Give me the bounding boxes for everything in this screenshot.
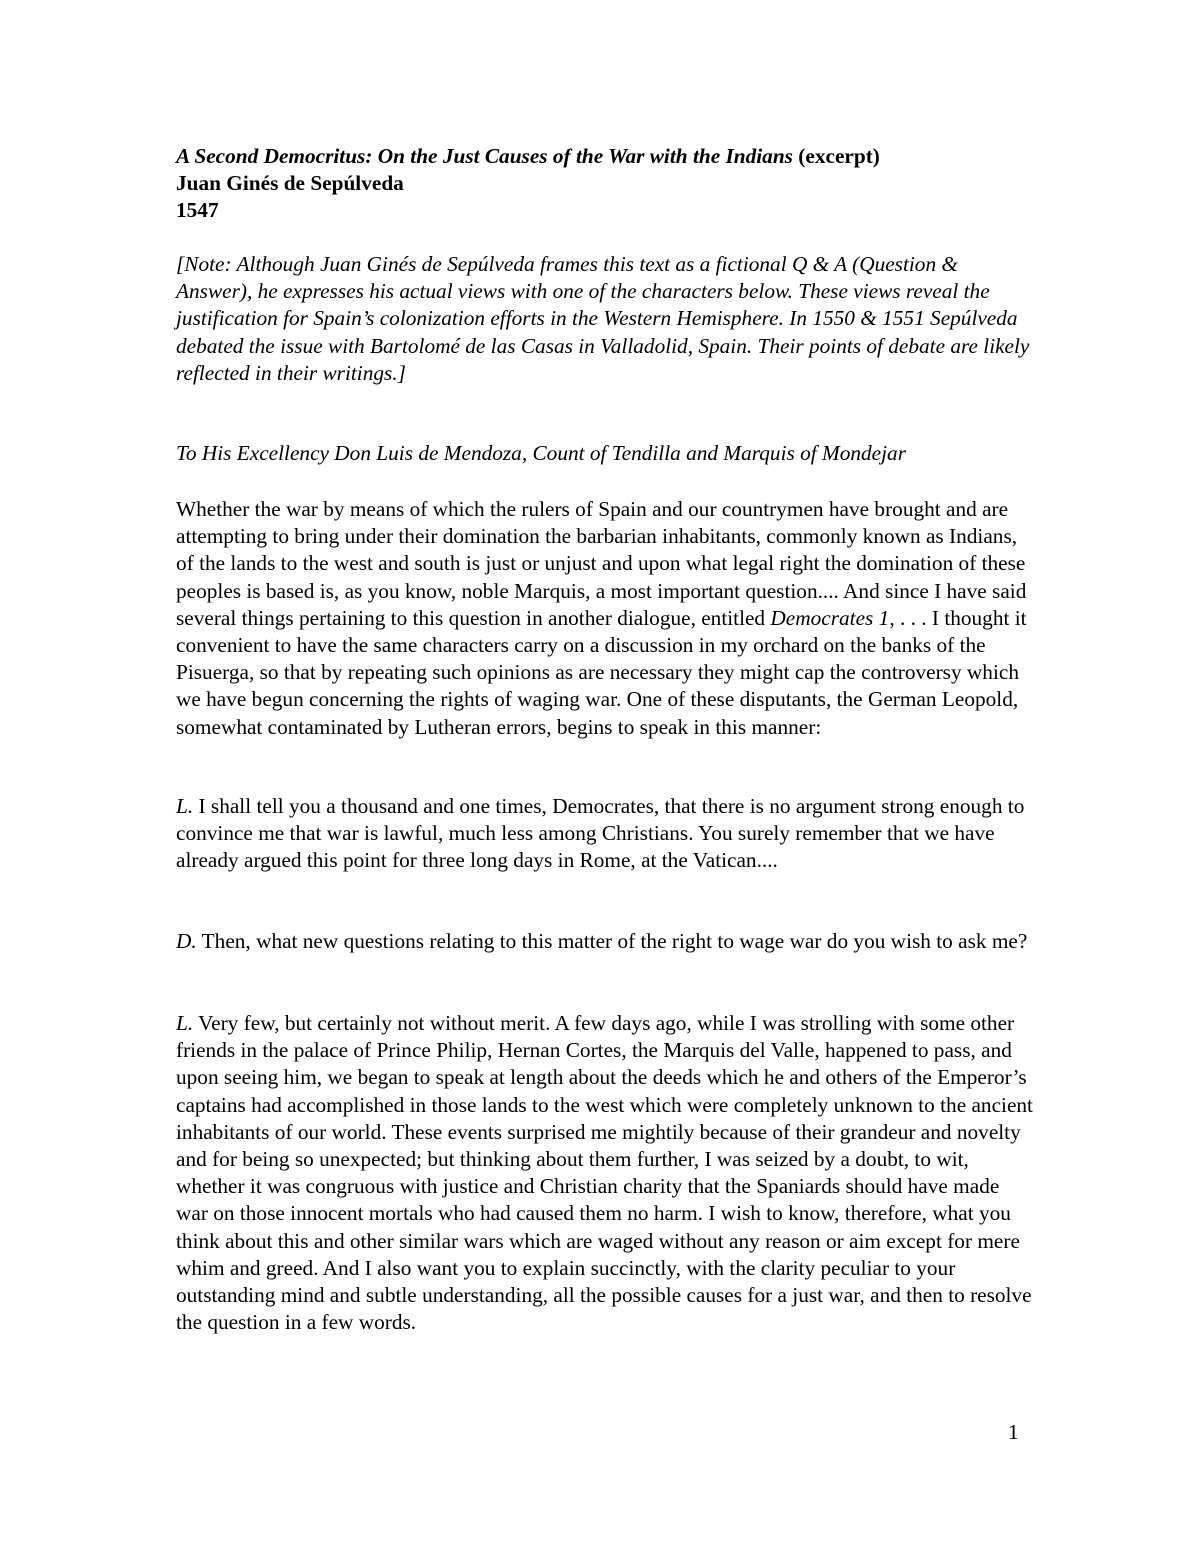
- dialogue-text: I shall tell you a thousand and one times, Democrates, that there is no argument strong enough to convince me that war is lawful, much less among Christians. You surely remember that we have already argued this point for three long days in Rome, at the Vatican....: [176, 794, 1025, 873]
- dialogue-leopold-1: [176, 793, 1036, 875]
- editor-note: [Note: Although Juan Ginés de Sepúlveda frames this text as a fictional Q & A (Question & Answer), he expresses his actual views with one of the characters below. These views reveal the justification for Spain’s colonization efforts in the Western Hemisphere. In 1550 & 1551 Sepúlveda debated the issue with Bartolomé de las Casas in Valladolid, Spain. Their points of debate are likely reflected in their writings.]: [176, 252, 1030, 385]
- title-italic: A Second Democritus: On the Just Causes of the War with the Indians: [176, 144, 793, 168]
- dialogue-text: Very few, but certainly not without merit. A few days ago, while I was strolling with some other friends in the palace of Prince Philip, Hernan Cortes, the Marquis del Valle, happened to pass, and upon seeing him, we began to speak at length about the deeds which he and others of the Emperor’s captains had accomplished in those lands to the west which were completely unknown to the ancient inhabitants of our world. These events surprised me mightily because of their grandeur and novelty and for being so unexpected; but thinking about them further, I was seized by a doubt, to wit, whether it was congruous with justice and Christian charity that the Spaniards should have made war on those innocent mortals who had caused them no harm. I wish to know, therefore, what you think about this and other similar wars which are waged without any reason or aim except for mere whim and greed. And I also want you to explain succinctly, with the clarity peculiar to your outstanding mind and subtle understanding, all the possible causes for a just war, and then to resolve the question in a few words.: [176, 1011, 1033, 1335]
- dialogue-text: Then, what new questions relating to this matter of the right to wage war do you wish to ask me?: [196, 929, 1028, 953]
- document-header: [176, 143, 1036, 225]
- author-name: Juan Ginés de Sepúlveda: [176, 171, 404, 196]
- page-number: 1: [1008, 1420, 1019, 1444]
- paragraph-intro-text-2: , . . . I thought it convenient to have the same characters carry on a discussion in my orchard on the banks of the Pisuerga, so that by repeating such opinions as are necessary they might cap the controversy which we have begun concerning the rights of waging war. One of these disputants, the German Leopold, somewhat contaminated by Lutheran errors, begins to speak in this manner:: [176, 605, 1027, 739]
- dialogue-leopold-2: [176, 1010, 1036, 1336]
- paragraph-intro: [176, 496, 1036, 741]
- work-title-democrates: Democrates 1: [770, 605, 890, 630]
- speaker-label: D.: [176, 929, 197, 953]
- title-suffix: (excerpt): [792, 144, 880, 168]
- dialogue-democrates-1: [176, 928, 1036, 955]
- document-title: [176, 143, 1036, 170]
- speaker-label: L.: [176, 794, 194, 818]
- dedication: To His Excellency Don Luis de Mendoza, Count of Tendilla and Marquis of Mondejar: [176, 441, 906, 465]
- paragraph-intro-text-1: Whether the war by means of which the rulers of Spain and our countrymen have brought and are attempting to bring under their domination the barbarian inhabitants, commonly known as Indians, of the lands to the west and south is just or unjust and upon what legal right the domination of these peoples is based is, as you know, noble Marquis, a most important question.... And since I have said several things pertaining to this question in another dialogue, entitled: [176, 497, 1027, 630]
- publication-year: 1547: [176, 198, 219, 223]
- speaker-label: L.: [176, 1011, 194, 1035]
